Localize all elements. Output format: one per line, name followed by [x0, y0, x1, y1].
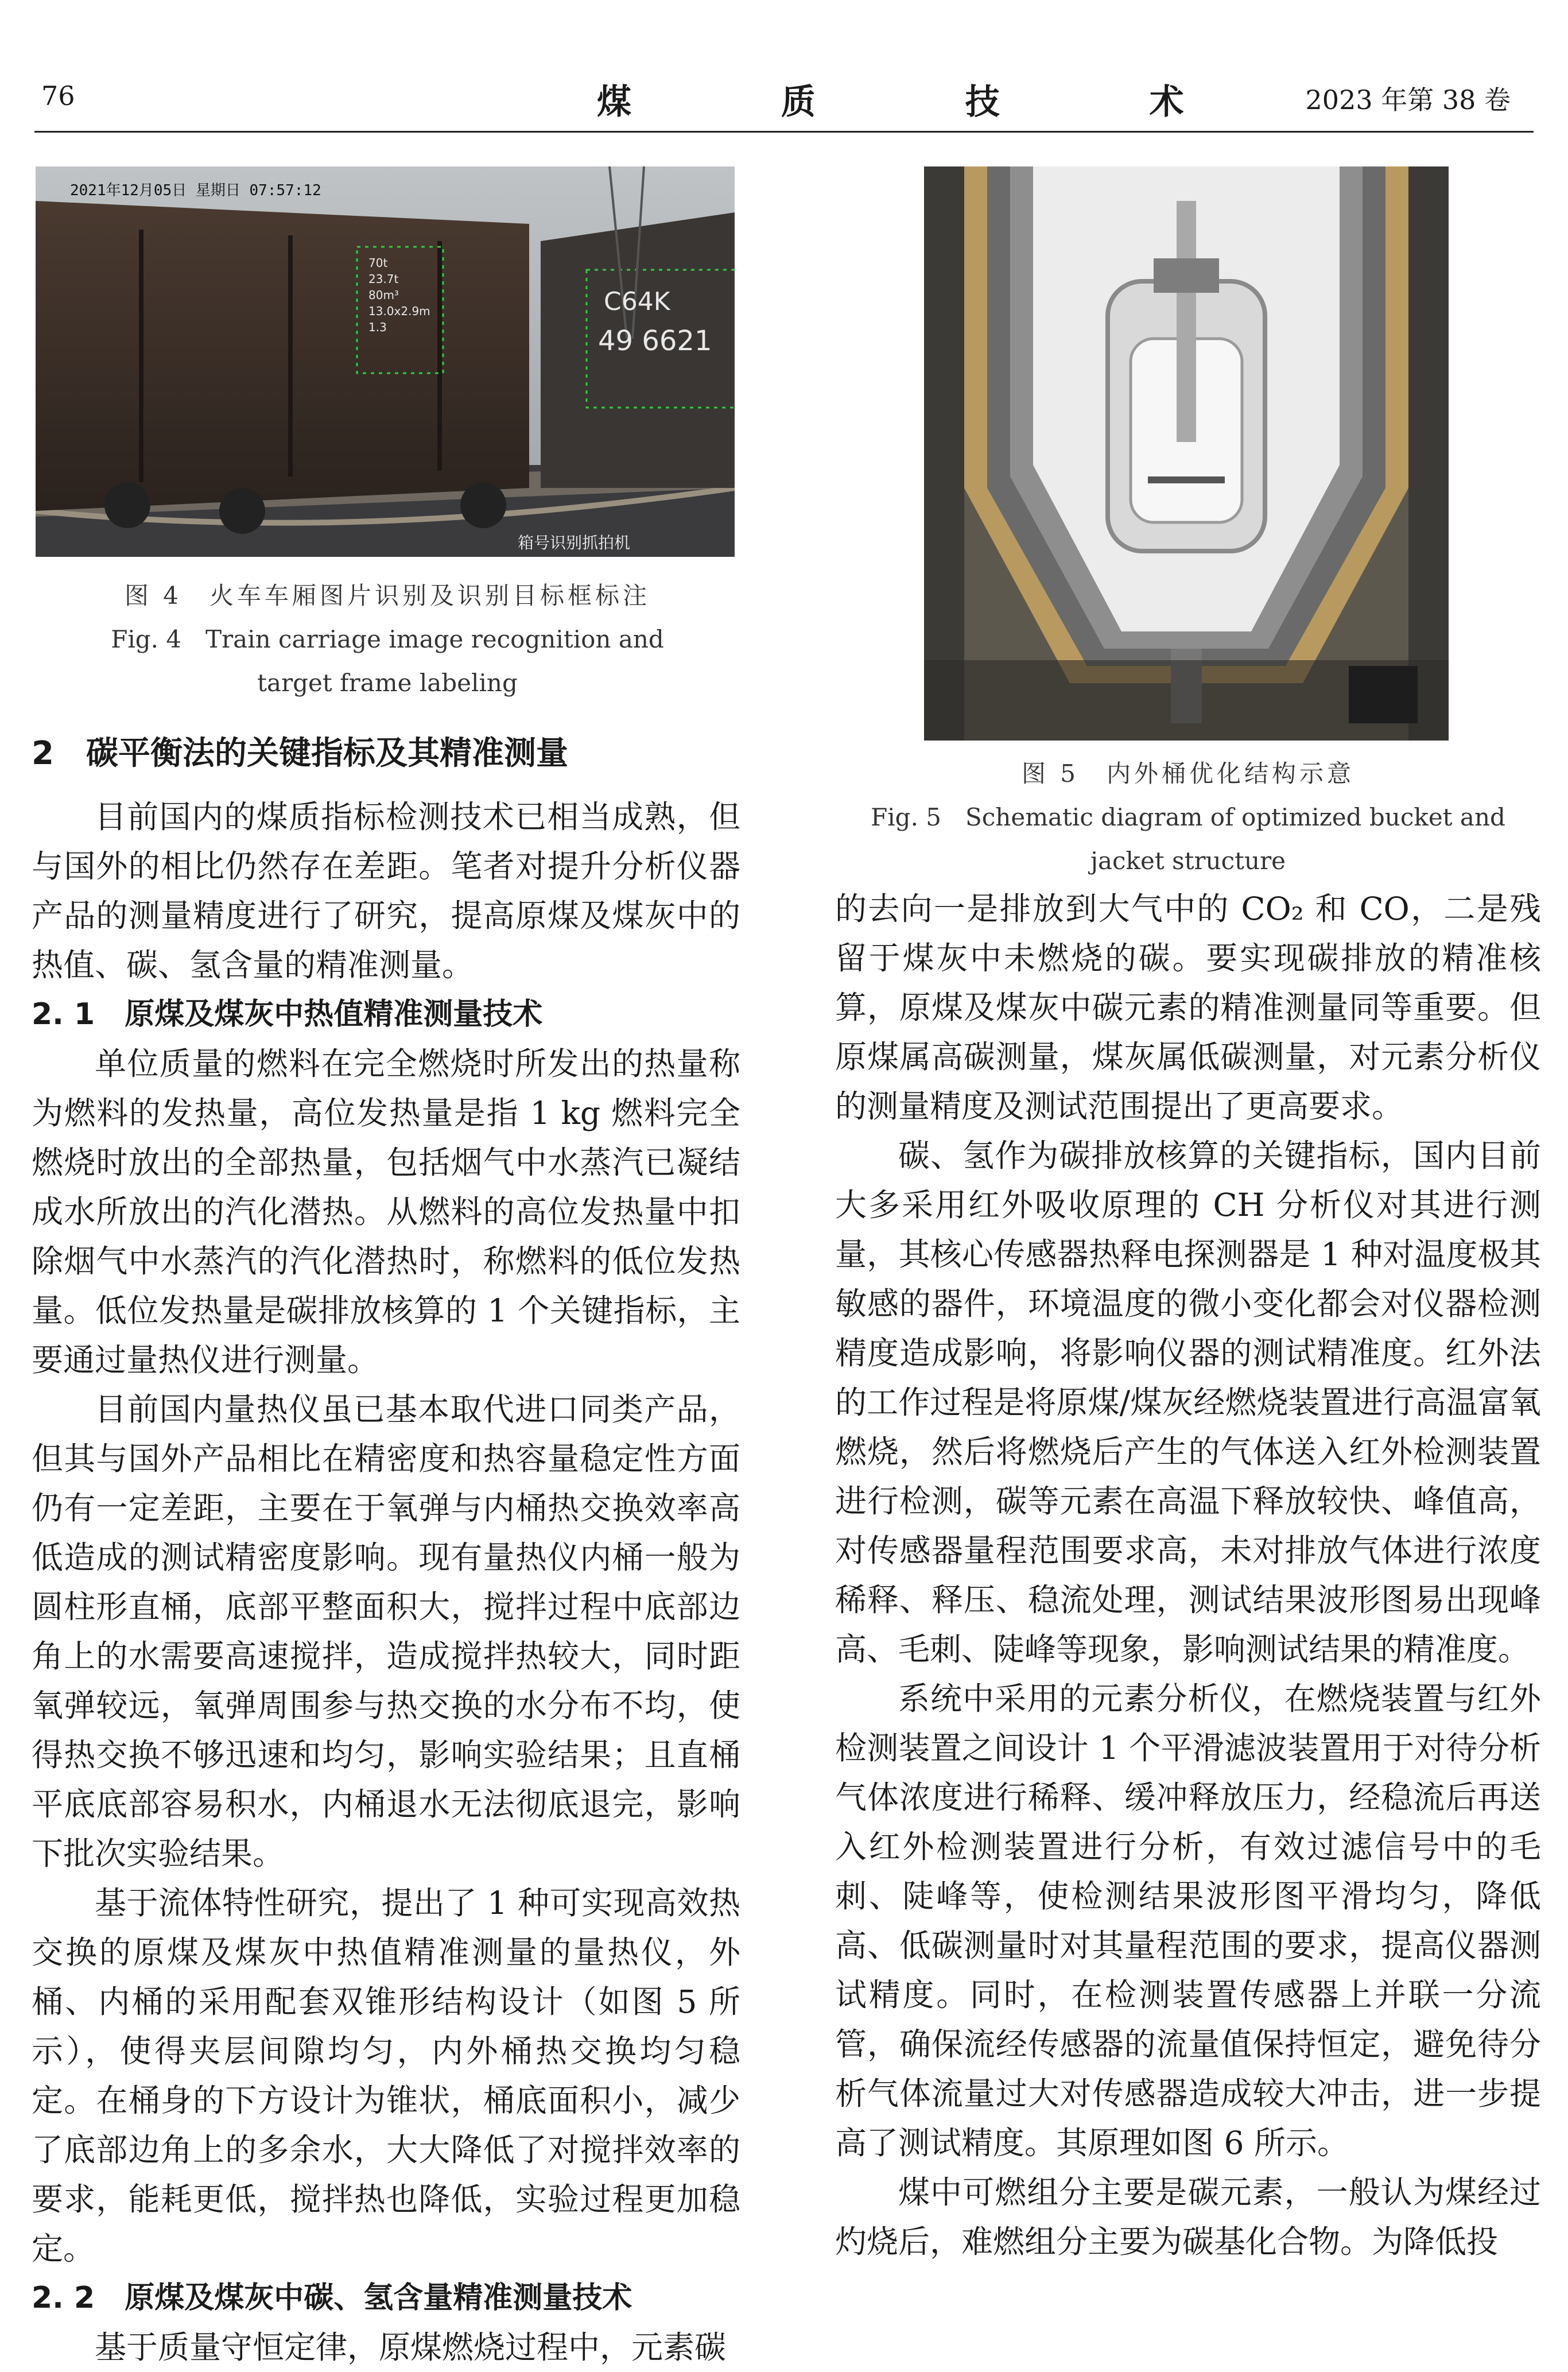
figure-4-caption: [34, 574, 740, 705]
volume-label: 2023 年第 38 卷: [1305, 84, 1511, 115]
journal-title: 煤 质 技 术: [597, 82, 1253, 122]
figure-5-caption-cn: 图 5 内外桶优化结构示意: [1021, 759, 1355, 788]
paragraph: 煤中可燃组分主要是碳元素，一般认为煤经过灼烧后，难燃组分主要为碳基化合物。为降低投: [835, 2174, 1541, 2260]
figure-4-photo: [36, 166, 735, 557]
bucket-structure-diagram: [924, 166, 1449, 741]
figure-4-caption-en: Fig. 4 Train carriage image recognition and target frame labeling: [111, 625, 664, 697]
photo-timestamp: 2021年12月05日 星期日 07:57:12: [70, 182, 321, 199]
subsection-title: 2. 1 原煤及煤灰中热值精准测量技术: [32, 997, 543, 1032]
figure-4-caption-cn: 图 4 火车车厢图片识别及识别目标框标注: [124, 582, 651, 610]
train-carriage-image: [36, 166, 735, 557]
subsection-title: 2. 2 原煤及煤灰中碳、氢含量精准测量技术: [32, 2281, 632, 2315]
paragraph: 单位质量的燃料在完全燃烧时所发出的热量称为燃料的发热量，高位发热量是指 1 kg 燃料完全燃烧时放出的全部热量，包括烟气中水蒸汽已凝结成水所放出的汽化潜热。从燃料的高位发热量中扣除烟气中水蒸汽的汽化潜热时，称燃料的低位发热量。低位发热量是碳排放核算的 1 个关键指标，主要通过量热仪进行测量。: [32, 1045, 740, 1378]
paragraph: 基于质量守恒定律，原煤燃烧过程中，元素碳: [95, 2329, 727, 2366]
car-text-line: 13.0x2.9m: [368, 304, 430, 318]
figure-5-caption-en: Fig. 5 Schematic diagram of optimized bucket and jacket structure: [871, 803, 1505, 875]
paragraph: 碳、氢作为碳排放核算的关键指标，国内目前大多采用红外吸收原理的 CH 分析仪对其进行测量，其核心传感器热释电探测器是 1 种对温度极其敏感的器件，环境温度的微小变化都会对仪器检测精度造成影响，将影响仪器的测试精准度。红外法的工作过程是将原煤/煤灰经燃烧装置进行高温富氧燃烧，然后将燃烧后产生的气体送入红外检测装置进行检测，碳等元素在高温下释放较快、峰值高，对传感器量程范围要求高，未对排放气体进行浓度稀释、释压、稳流处理，测试结果波形图易出现峰高、毛刺、陡峰等现象，影响测试结果的精准度。: [835, 1137, 1541, 1668]
car-text-line: 70t: [368, 256, 388, 270]
car-text-line: 80m³: [368, 288, 399, 302]
figure-5-caption: [835, 752, 1541, 883]
left-column: [32, 729, 740, 2372]
paragraph: 目前国内的煤质指标检测技术已相当成熟，但与国外的相比仍然存在差距。笔者对提升分析仪器产品的测量精度进行了研究，提高原煤及煤灰中的热值、碳、氢含量的精准测量。: [32, 799, 740, 983]
paragraph: 系统中采用的元素分析仪，在燃烧装置与红外检测装置之间设计 1 个平滑滤波装置用于对待分析气体浓度进行稀释、缓冲释放压力，经稳流后再送入红外检测装置进行分析，有效过滤信号中的毛刺、陡峰等，使检测结果波形图平滑均匀，降低高、低碳测量时对其量程范围的要求，提高仪器测试精度。同时，在检测装置传感器上并联一分流管，确保流经传感器的流量值保持恒定，避免待分析气体流量过大对传感器造成较大冲击，进一步提高了测试精度。其原理如图 6 所示。: [835, 1680, 1541, 2161]
car-text-line: 1.3: [368, 320, 387, 334]
paragraph: 的去向一是排放到大气中的 CO₂ 和 CO，二是残留于煤灰中未燃烧的碳。要实现碳排放的精准核算，原煤及煤灰中碳元素的精准测量同等重要。但原煤属高碳测量，煤灰属低碳测量，对元素分析仪的测量精度及测试范围提出了更高要求。: [835, 890, 1541, 1125]
figure-5-diagram: [924, 166, 1449, 741]
paragraph: 基于流体特性研究，提出了 1 种可实现高效热交换的原煤及煤灰中热值精准测量的量热仪，外桶、内桶的采用配套双锥形结构设计（如图 5 所示），使得夹层间隙均匀，内外桶热交换均匀稳定。在桶身的下方设计为锥状，桶底面积小，减少了底部边角上的多余水，大大降低了对搅拌效率的要求，能耗更低，搅拌热也降低，实验过程更加稳定。: [32, 1885, 740, 2267]
header-rule: [34, 131, 1534, 133]
photo-label: 箱号识别抓拍机: [518, 533, 631, 552]
car-model-text: C64K: [604, 287, 670, 316]
car-text-line: 23.7t: [368, 272, 399, 286]
car-number-text: 49 6621: [598, 325, 712, 357]
right-column: [835, 884, 1541, 2266]
page-header: [0, 0, 1568, 138]
section-title: 2 碳平衡法的关键指标及其精准测量: [32, 735, 568, 772]
paragraph: 目前国内量热仪虽已基本取代进口同类产品，但其与国外产品相比在精密度和热容量稳定性方面仍有一定差距，主要在于氧弹与内桶热交换效率高低造成的测试精密度影响。现有量热仪内桶一般为圆柱形直桶，底部平整面积大，搅拌过程中底部边角上的水需要高速搅拌，造成搅拌热较大，同时距氧弹较远，氧弹周围参与热交换的水分布不均，使得热交换不够迅速和均匀，影响实验结果；且直桶平底底部容易积水，内桶退水无法彻底退完，影响下批次实验结果。: [32, 1391, 740, 1872]
page-number: 76: [41, 80, 75, 111]
